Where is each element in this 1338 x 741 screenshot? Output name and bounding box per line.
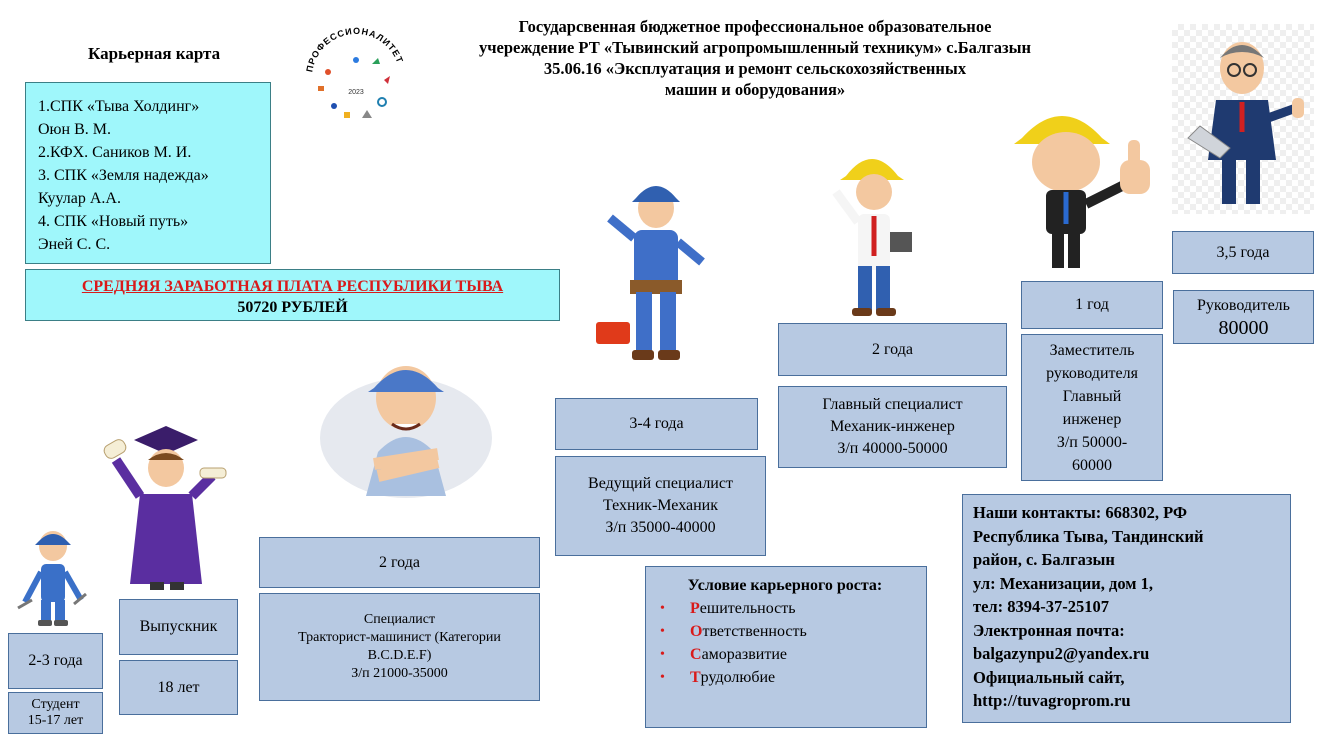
employer-line: 4. СПК «Новый путь» xyxy=(38,213,189,230)
mechanic-wrench-figure xyxy=(318,352,494,500)
bullet-icon: • xyxy=(660,647,665,662)
step-head-salary: 80000 xyxy=(1218,317,1269,339)
businessman-panel xyxy=(1172,24,1314,214)
step-deputy-salary-2: 60000 xyxy=(1072,456,1112,474)
list-item xyxy=(654,597,926,620)
svg-text:2023: 2023 xyxy=(348,89,364,96)
step-specialist-duration xyxy=(259,537,540,588)
contacts-line: тел: 8394-37-25107 xyxy=(973,597,1110,616)
professionalitet-logo xyxy=(298,20,414,136)
list-item xyxy=(654,620,926,643)
step-chief-salary: З/п 40000-50000 xyxy=(837,440,948,457)
step-chief-profession: Механик-инженер xyxy=(830,418,955,435)
step-deputy-profession: Главный xyxy=(1062,387,1122,405)
contacts-line: ул: Механизации, дом 1, xyxy=(973,573,1154,593)
contacts-line: Наши контакты: 668302, РФ xyxy=(973,503,1188,522)
step-student-label xyxy=(8,692,103,734)
header-line-4: машин и оборудования» xyxy=(664,80,846,99)
list-item-initial: Р xyxy=(690,600,700,617)
step-head-details xyxy=(1173,290,1314,344)
career-growth-title: Условие карьерного роста: xyxy=(687,577,883,594)
step-deputy-profession-2: инженер xyxy=(1062,410,1122,428)
contacts-box xyxy=(962,494,1291,723)
step-lead-details xyxy=(555,456,766,556)
list-item-initial: С xyxy=(690,646,702,663)
employers-box xyxy=(25,82,271,264)
step-duration-text: 1 год xyxy=(1075,296,1109,313)
step-deputy-title-2: руководителя xyxy=(1046,364,1138,382)
step-student-title: Студент xyxy=(31,697,80,712)
contacts-line: район, с. Балгазын xyxy=(973,550,1115,569)
average-salary-value: 50720 РУБЛЕЙ xyxy=(237,299,348,316)
list-item-text: тветственность xyxy=(702,623,807,640)
mechanic-child-figure xyxy=(14,524,92,632)
step-deputy-details xyxy=(1021,334,1163,481)
contacts-line: Электронная почта: xyxy=(973,620,1125,640)
businessman-laptop-figure xyxy=(1180,28,1310,212)
contacts-email: balgazynpu2@yandex.ru xyxy=(973,644,1150,663)
step-specialist-details xyxy=(259,593,540,701)
step-lead-profession: Техник-Механик xyxy=(603,497,718,514)
step-duration-text: 2-3 года xyxy=(28,652,83,669)
step-deputy-duration xyxy=(1021,281,1163,329)
list-item-text: рудолюбие xyxy=(700,669,776,686)
step-specialist-profession: Тракторист-машинист (Категории xyxy=(298,630,501,645)
list-item-initial: Т xyxy=(690,669,701,686)
employer-line: 2.КФХ. Саников М. И. xyxy=(38,144,192,161)
average-salary-box xyxy=(25,269,560,321)
employer-line: Эней С. С. xyxy=(38,236,111,253)
contacts-line: Республика Тыва, Тандинский xyxy=(973,526,1204,546)
step-chief-duration xyxy=(778,323,1007,376)
employer-line: 1.СПК «Тыва Холдинг» xyxy=(38,98,200,115)
employer-line: 3. СПК «Земля надежда» xyxy=(38,167,209,184)
contacts-line: Официальный сайт, xyxy=(973,667,1125,687)
bullet-icon: • xyxy=(660,670,665,685)
engineer-thumbsup-figure xyxy=(1012,104,1162,274)
step-graduate-label xyxy=(119,599,238,655)
step-specialist-categories: B.C.D.E.F) xyxy=(367,648,432,663)
career-map-title: Карьерная карта xyxy=(88,44,221,63)
step-duration-text: 2 года xyxy=(379,553,420,571)
step-specialist-salary: З/п 21000-35000 xyxy=(351,666,448,681)
header-title xyxy=(400,16,1110,100)
list-item xyxy=(654,643,926,666)
step-duration-text: 3-4 года xyxy=(629,415,684,432)
mechanic-overalls-figure xyxy=(594,172,714,372)
step-graduate-age-text: 18 лет xyxy=(157,678,200,696)
step-chief-title: Главный специалист xyxy=(822,396,963,413)
step-lead-title: Ведущий специалист xyxy=(588,475,733,492)
list-item-text: ешительность xyxy=(699,600,796,617)
list-item xyxy=(654,666,926,689)
bullet-icon: • xyxy=(660,624,665,639)
graduate-figure xyxy=(100,424,230,594)
step-student-age: 15-17 лет xyxy=(27,713,84,728)
step-graduate-title: Выпускник xyxy=(139,618,218,635)
step-duration-text: 2 года xyxy=(872,340,913,358)
header-line-1: Государсвенная бюджетное профессиональное образовательное xyxy=(518,17,992,36)
step-specialist-title: Специалист xyxy=(363,612,436,627)
step-lead-salary: З/п 35000-40000 xyxy=(605,519,716,536)
employer-line: Куулар А.А. xyxy=(38,190,121,207)
header-line-3: 35.06.16 «Эксплуатация и ремонт сельскохозяйственных xyxy=(543,59,967,78)
step-chief-details xyxy=(778,386,1007,468)
list-item-text: аморазвитие xyxy=(701,646,787,663)
average-salary-title: СРЕДНЯЯ ЗАРАБОТНАЯ ПЛАТА РЕСПУБЛИКИ ТЫВА xyxy=(81,278,504,295)
step-deputy-title: Заместитель xyxy=(1049,341,1135,359)
step-graduate-age xyxy=(119,660,238,715)
step-lead-duration xyxy=(555,398,758,450)
contacts-website: http://tuvagroprom.ru xyxy=(973,691,1131,710)
engineer-hardhat-figure xyxy=(822,148,922,320)
step-student-duration xyxy=(8,633,103,689)
career-growth-list xyxy=(654,597,926,689)
step-head-duration xyxy=(1172,231,1314,274)
list-item-initial: О xyxy=(690,623,703,640)
step-duration-text: 3,5 года xyxy=(1216,243,1270,261)
header-line-2: учереждение РТ «Тывинский агропромышленный техникум» с.Балгазын xyxy=(478,38,1032,57)
employer-line: Оюн В. М. xyxy=(38,121,111,138)
bullet-icon: • xyxy=(660,601,665,616)
svg-text:ПРОФЕССИОНАЛИТЕТ: ПРОФЕССИОНАЛИТЕТ xyxy=(304,25,406,73)
step-head-title: Руководитель xyxy=(1197,297,1290,314)
step-deputy-salary: З/п 50000- xyxy=(1056,433,1128,451)
career-growth-box xyxy=(645,566,927,728)
